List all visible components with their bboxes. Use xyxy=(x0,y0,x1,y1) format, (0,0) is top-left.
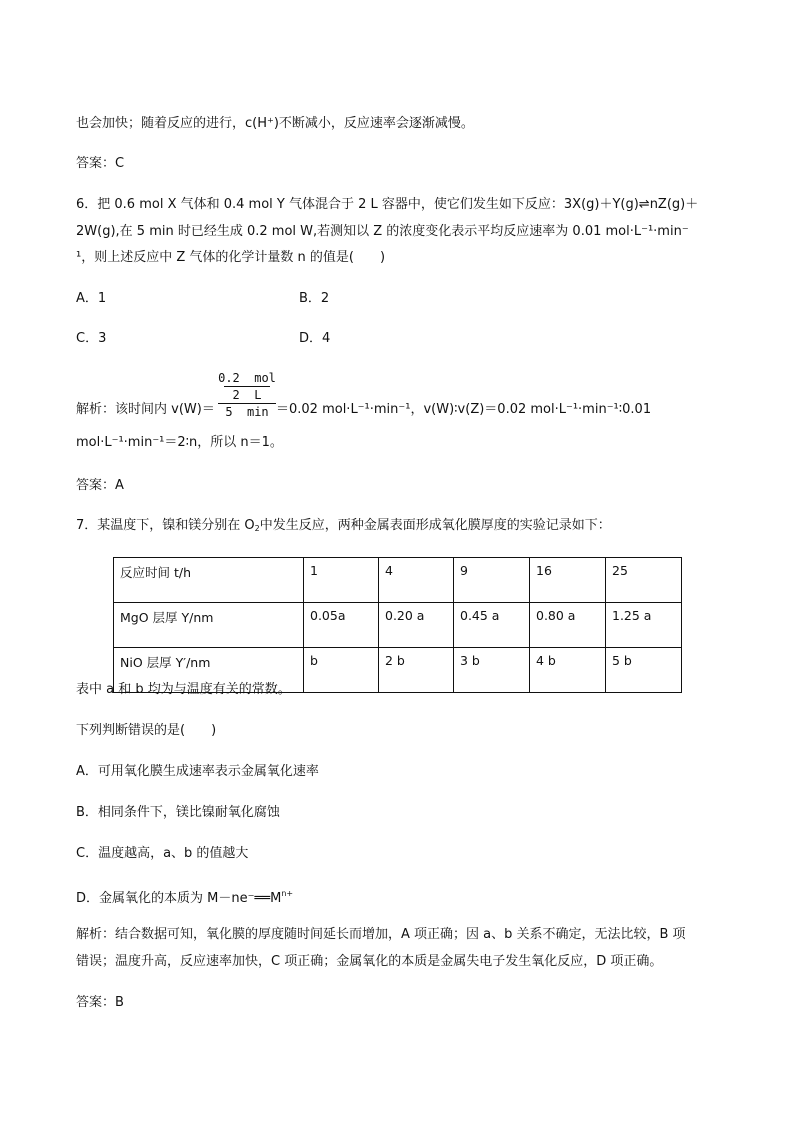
q6-stem-line3: ¹，则上述反应中 Z 气体的化学计量数 n 的值是( ) xyxy=(76,250,386,265)
q6-stem-line1: 6．把 0.6 mol X 气体和 0.4 mol Y 气体混合于 2 L 容器中，使它们发生如下反应：3X(g)＋Y(g)⇌nZ(g)＋ xyxy=(76,197,699,212)
fraction-denominator: 5 min xyxy=(225,405,269,419)
q7-question: 下列判断错误的是( ) xyxy=(76,723,217,738)
q7-analysis-line1: 解析：结合数据可知，氧化膜的厚度随时间延长而增加，A 项正确；因 a、b 关系不确定，无法比较，B 项 xyxy=(76,927,686,942)
q7-stem xyxy=(76,516,611,539)
fraction-numerator: 0.2 mol xyxy=(218,371,276,385)
previous-answer: 答案：C xyxy=(76,156,125,171)
table-cell: 4 xyxy=(379,558,454,603)
q7-stem-subscript: 2 xyxy=(254,524,260,533)
q6-analysis-lead: 解析：该时间内 v(W)＝ xyxy=(76,402,215,417)
q6-answer: 答案：A xyxy=(76,478,124,493)
q7-option-a: A．可用氧化膜生成速率表示金属氧化速率 xyxy=(76,764,319,779)
table-row-header: MgO 层厚 Y/nm xyxy=(114,603,304,648)
table-cell: 0.20 a xyxy=(379,603,454,648)
q6-stem-line2: 2W(g),在 5 min 时已经生成 0.2 mol W,若测知以 Z 的浓度变化表示平均反应速率为 0.01 mol·L⁻¹·min⁻ xyxy=(76,224,689,239)
q6-fraction xyxy=(218,370,276,420)
table-cell: 0.05a xyxy=(304,603,379,648)
oxide-thickness-table xyxy=(113,557,682,693)
table-cell: 0.45 a xyxy=(454,603,530,648)
q6-option-b: B．2 xyxy=(299,291,330,306)
fraction-middle: 2 L xyxy=(232,388,262,402)
table-cell: b xyxy=(304,648,379,693)
q7-option-d-superscript: n+ xyxy=(281,889,294,898)
q7-option-d-text: D．金属氧化的本质为 M－ne⁻══M xyxy=(76,891,282,906)
q7-analysis-line2: 错误；温度升高，反应速率加快，C 项正确；金属氧化的本质是金属失电子发生氧化反应，D 项正确。 xyxy=(76,954,663,969)
table-row xyxy=(114,603,682,648)
table-cell: 4 b xyxy=(530,648,606,693)
table-row-header: NiO 层厚 Y′/nm xyxy=(114,648,304,693)
table-cell: 25 xyxy=(606,558,682,603)
table-row xyxy=(114,558,682,603)
table-cell: 16 xyxy=(530,558,606,603)
table-cell: 0.80 a xyxy=(530,603,606,648)
q6-analysis-tail: ＝0.02 mol·L⁻¹·min⁻¹，v(W)∶v(Z)＝0.02 mol·L⁻¹·min⁻¹∶0.01 xyxy=(276,402,652,417)
table-cell: 1.25 a xyxy=(606,603,682,648)
q7-table-note: 表中 a 和 b 均为与温度有关的常数。 xyxy=(76,682,291,697)
table-row-header: 反应时间 t/h xyxy=(114,558,304,603)
intro-line: 也会加快；随着反应的进行，c(H⁺)不断减小，反应速率会逐渐减慢。 xyxy=(76,116,474,131)
table-cell: 5 b xyxy=(606,648,682,693)
table-cell: 9 xyxy=(454,558,530,603)
q6-option-a: A．1 xyxy=(76,291,107,306)
q7-stem-post: 中发生反应，两种金属表面形成氧化膜厚度的实验记录如下： xyxy=(259,518,611,533)
q6-option-d: D．4 xyxy=(299,331,331,346)
q6-option-c: C．3 xyxy=(76,331,107,346)
q7-stem-pre: 7．某温度下，镍和镁分别在 O xyxy=(76,518,255,533)
table-cell: 3 b xyxy=(454,648,530,693)
table-cell: 1 xyxy=(304,558,379,603)
table-cell: 2 b xyxy=(379,648,454,693)
q7-option-b: B．相同条件下，镁比镍耐氧化腐蚀 xyxy=(76,805,280,820)
q6-analysis-line2: mol·L⁻¹·min⁻¹＝2∶n，所以 n＝1。 xyxy=(76,435,283,450)
q7-answer: 答案：B xyxy=(76,995,124,1010)
q7-option-c: C．温度越高，a、b 的值越大 xyxy=(76,846,249,861)
q7-option-d xyxy=(76,884,293,909)
